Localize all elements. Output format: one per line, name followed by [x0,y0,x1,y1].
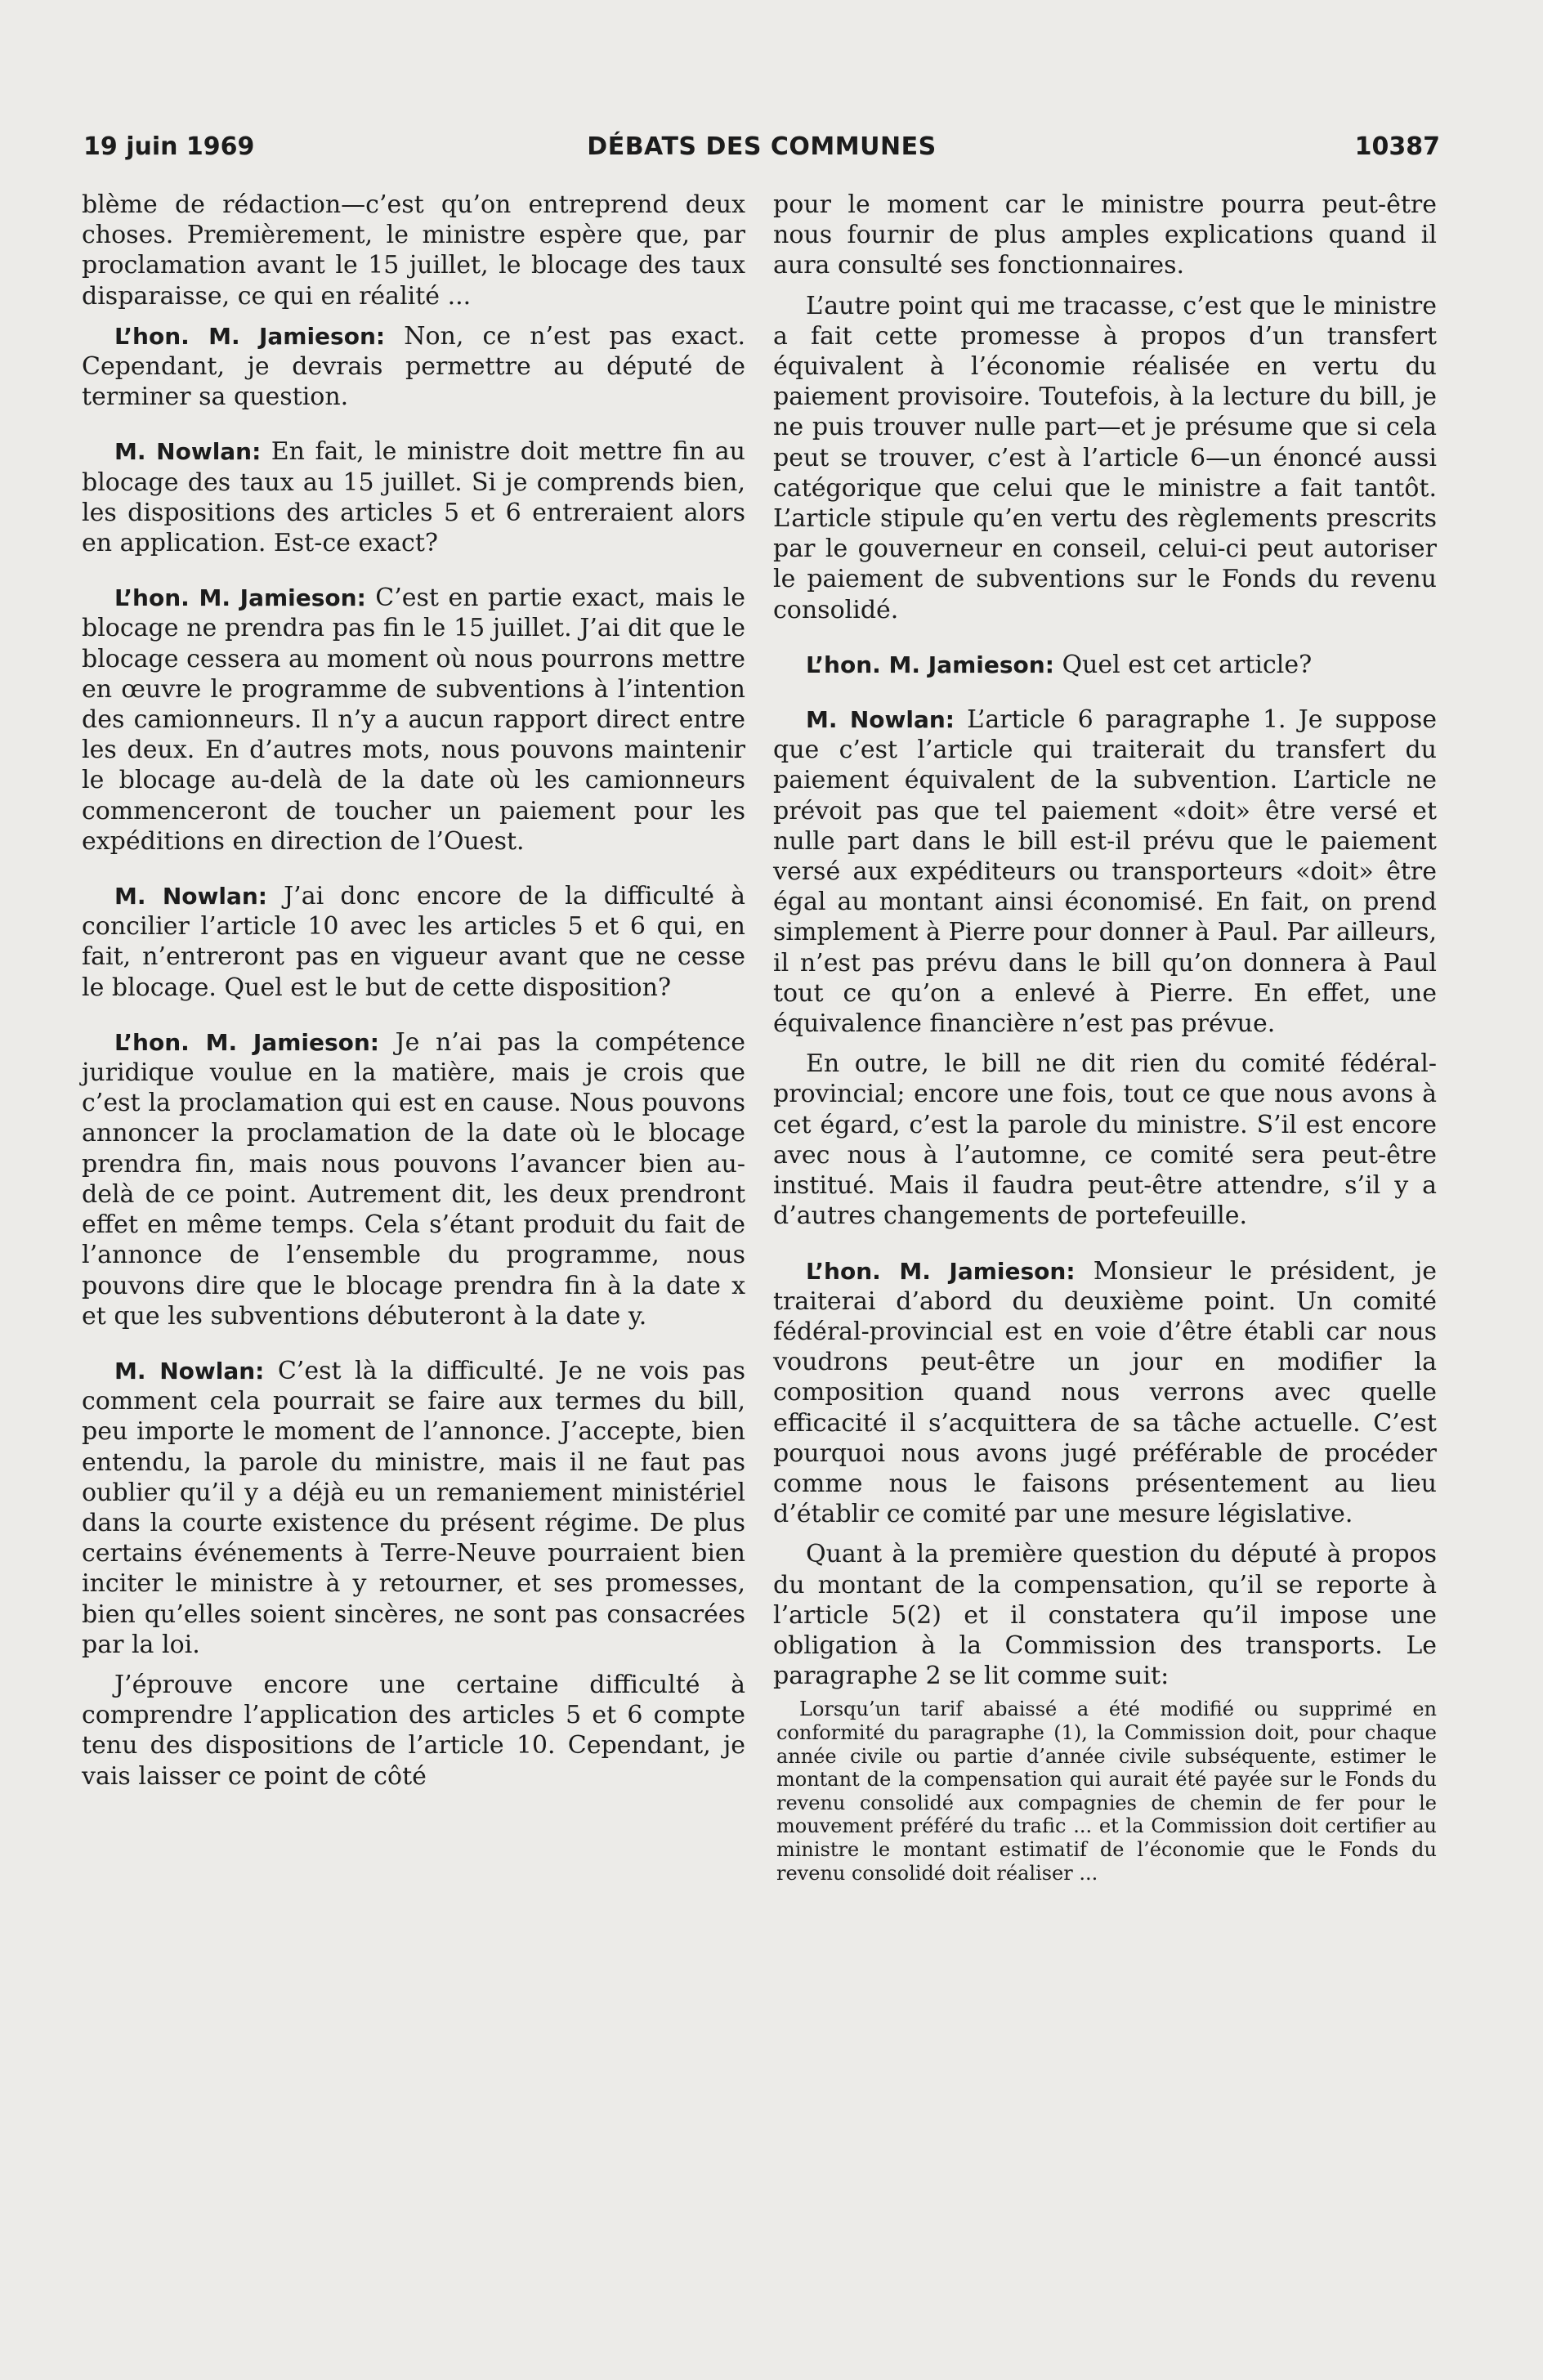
speaker-name: M. Nowlan: [114,438,262,466]
header-title: DÉBATS DES COMMUNES [587,132,937,161]
paragraph: L’hon. M. Jamieson: Non, ce n’est pas exact. Cependant, je devrais permettre au député de terminer sa question. [82,321,745,412]
paragraph: J’éprouve encore une certaine difficulté à comprendre l’application des articles 5 et 6 compte tenu des dispositions de l’article 10. Cependant, je vais laisser ce point de côté [82,1670,745,1791]
paragraph: L’hon. M. Jamieson: C’est en partie exact, mais le blocage ne prendra pas fin le 15 juillet. J’ai dit que le blocage cessera au moment où nous pourrons mettre en œuvre le programme de subventions à l’intention des camionneurs. Il n’y a aucun rapport direct entre les deux. En d’autres mots, nous pouvons maintenir le blocage au-delà de la date où les camionneurs commenceront de toucher un paiement pour les expéditions en direction de l’Ouest. [82,584,745,856]
speaker-name: L’hon. M. Jamieson: [806,1257,1076,1285]
paragraph: L’hon. M. Jamieson: Je n’ai pas la compétence juridique voulue en la matière, mais je crois que c’est la proclamation qui est en cause. Nous pouvons annoncer la proclamation de la date où le blocage prendra fin, mais nous pouvons l’avancer bien au-delà de ce point. Autrement dit, les deux prendront effet en même temps. Cela s’étant produit du fait de l’annonce de l’ensemble du programme, nous pouvons dire que le blocage prendra fin à la date x et que les subventions débuteront à la date y. [82,1027,745,1331]
left-column [82,190,745,1801]
paragraph: pour le moment car le ministre pourra peut-être nous fournir de plus amples explications quand il aura consulté ses fonctionnaires. [773,190,1437,280]
paragraph: M. Nowlan: L’article 6 paragraphe 1. Je suppose que c’est l’article qui traiterait du transfert du paiement équivalent de la subvention. L’article ne prévoit pas que tel paiement «doit» être versé et nulle part dans le bill est-il prévu que le paiement versé aux expéditeurs ou transporteurs «doit» être égal au montant ainsi économisé. En fait, on prend simplement à Pierre pour donner à Paul. Par ailleurs, il n’est pas prévu dans le bill qu’on donnera à Paul tout ce qu’on a enlevé à Pierre. En effet, une équivalence financière n’est pas prévue. [773,705,1437,1039]
paragraph: L’autre point qui me tracasse, c’est que le ministre a fait cette promesse à propos d’un transfert équivalent à l’économie réalisée en vertu du paiement provisoire. Toutefois, à la lecture du bill, je ne puis trouver nulle part—et je présume que si cela peut se trouver, c’est à l’article 6—un énoncé aussi catégorique que celui que le ministre a fait tantôt. L’article stipule qu’en vertu des règlements prescrits par le gouverneur en conseil, celui-ci peut autoriser le paiement de subventions sur le Fonds du revenu consolidé. [773,291,1437,624]
right-column [773,190,1437,1885]
speaker-name: M. Nowlan: [114,1357,265,1385]
speaker-name: L’hon. M. Jamieson: [114,322,386,350]
speaker-name: M. Nowlan: [806,706,955,734]
page-number: 10387 [1354,132,1440,161]
speaker-name: L’hon. M. Jamieson: [114,584,366,612]
speaker-name: M. Nowlan: [114,883,268,910]
paragraph: En outre, le bill ne dit rien du comité fédéral-provincial; encore une fois, tout ce que nous avons à cet égard, c’est la parole du ministre. S’il est encore avec nous à l’automne, ce comité sera peut-être institué. Mais il faudra peut-être attendre, s’il y a d’autres changements de portefeuille. [773,1049,1437,1231]
paragraph: M. Nowlan: J’ai donc encore de la difficulté à concilier l’article 10 avec les articles 5 et 6 qui, en fait, n’entreront pas en vigueur avant que ne cesse le blocage. Quel est le but de cette disposition? [82,882,745,1002]
header-date: 19 juin 1969 [83,132,255,161]
paragraph: L’hon. M. Jamieson: Quel est cet article? [806,650,1313,679]
block-quote: Lorsqu’un tarif abaissé a été modifié ou supprimé en conformité du paragraphe (1), la Commission doit, pour chaque année civile ou partie d’année civile subséquente, estimer le montant de la compensation qui aurait été payée sur le Fonds du revenu consolidé aux compagnies de chemin de fer pour le mouvement préféré du trafic ... et la Commission doit certifier au ministre le montant estimatif de l’économie que le Fonds du revenu consolidé doit réaliser ... [776,1698,1437,1885]
speaker-name: L’hon. M. Jamieson: [114,1028,379,1056]
paragraph: blème de rédaction—c’est qu’on entreprend deux choses. Premièrement, le ministre espère que, par proclamation avant le 15 juillet, le blocage des taux disparaisse, ce qui en réalité ... [82,190,745,311]
paragraph: M. Nowlan: C’est là la difficulté. Je ne vois pas comment cela pourrait se faire aux termes du bill, peu importe le moment de l’annonce. J’accepte, bien entendu, la parole du ministre, mais il ne faut pas oublier qu’il y a déjà eu un remaniement ministériel dans la courte existence du présent régime. De plus certains événements à Terre-Neuve pourraient bien inciter le ministre à y retourner, et ses promesses, bien qu’elles soient sincères, ne sont pas consacrées par la loi. [82,1356,745,1659]
paragraph: L’hon. M. Jamieson: Monsieur le président, je traiterai d’abord du deuxième point. Un comité fédéral-provincial est en voie d’être établi car nous voudrons peut-être un jour en modifier la composition quand nous verrons avec quelle efficacité il s’acquittera de sa tâche actuelle. C’est pourquoi nous avons jugé préférable de procéder comme nous le faisons présentement au lieu d’établir ce comité par une mesure législative. [773,1256,1437,1529]
paragraph: M. Nowlan: En fait, le ministre doit mettre fin au blocage des taux au 15 juillet. Si je comprends bien, les dispositions des articles 5 et 6 entreraient alors en application. Est-ce exact? [82,437,745,558]
paragraph: Quant à la première question du député à propos du montant de la compensation, qu’il se reporte à l’article 5(2) et il constatera qu’il impose une obligation à la Commission des transports. Le paragraphe 2 se lit comme suit: [773,1540,1437,1691]
page-header [83,132,1440,168]
speaker-name: L’hon. M. Jamieson: [806,651,1054,678]
